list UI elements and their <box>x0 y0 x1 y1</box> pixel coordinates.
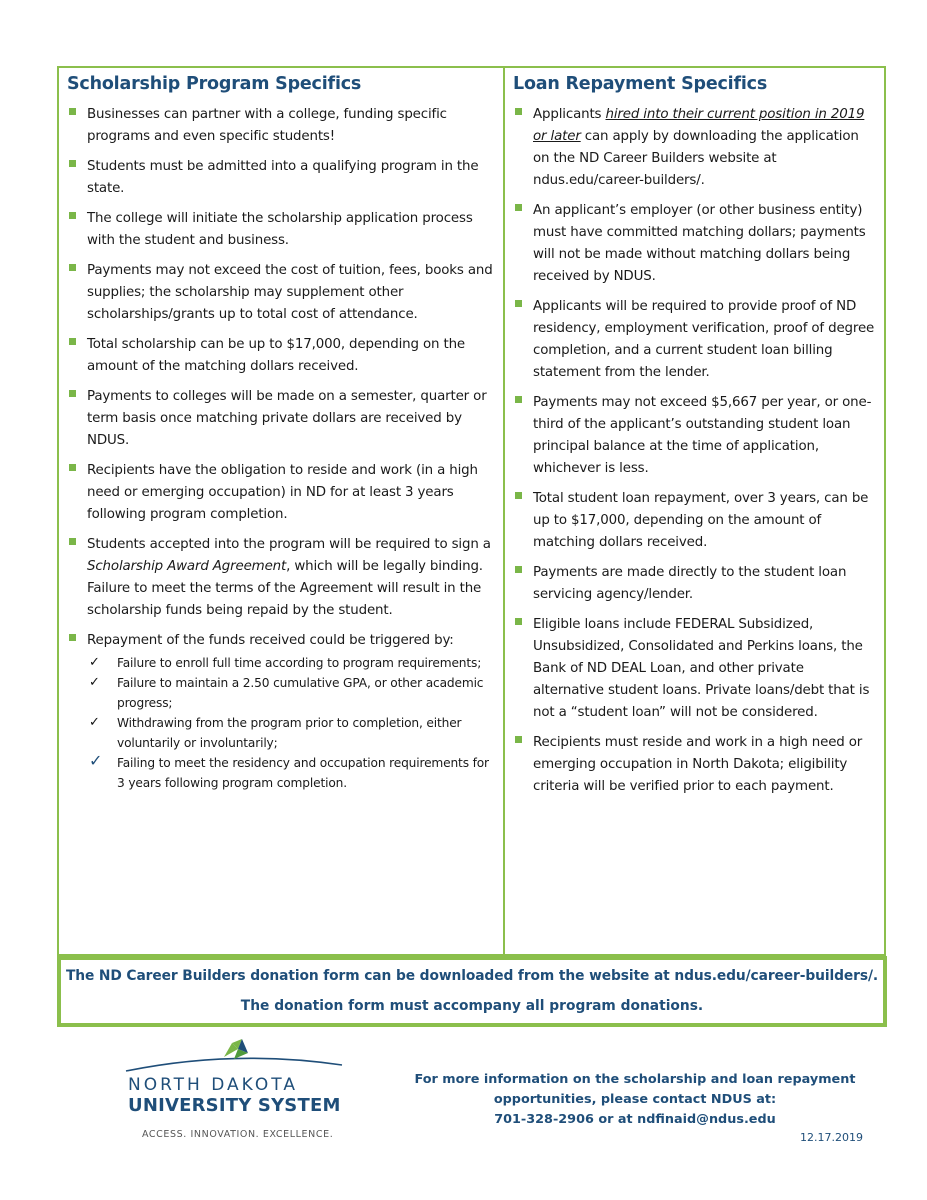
list-item: Payments may not exceed the cost of tuition, fees, books and supplies; the scholarship may supplement other scholarships/grants up to total cost of attendance. <box>67 260 495 326</box>
banner-download-text: The ND Career Builders donation form can be downloaded from the website at ndus.edu/career-builders/. <box>65 968 879 984</box>
check-item: ✓ Failure to enroll full time according to program requirements; <box>85 653 495 673</box>
agreement-title: Scholarship Award Agreement <box>87 559 287 574</box>
list-item: Repayment of the funds received could be triggered by: ✓ Failure to enroll full time according to program requirements; ✓ Failure to maintain a 2.50 cumulative GPA, or other academic progress; ✓ Withdrawing from the program prior to completion, either voluntarily or involuntarily; ✓ Failing to meet the residency and occupation requirements for 3 years following program completion. <box>67 630 495 793</box>
list-item: Payments to colleges will be made on a semester, quarter or term basis once matching private dollars are received by NDUS. <box>67 386 495 452</box>
list-item: Total student loan repayment, over 3 years, can be up to $17,000, depending on the amount of matching dollars received. <box>513 488 876 554</box>
list-item: Payments may not exceed $5,667 per year, or one-third of the applicant’s outstanding student loan principal balance at the time of application, whichever is less. <box>513 392 876 480</box>
loan-heading: Loan Repayment Specifics <box>513 74 768 94</box>
scholarship-bullet-list <box>67 104 495 793</box>
bullet-square-icon <box>69 634 76 641</box>
specifics-table <box>57 66 886 956</box>
list-item: Students accepted into the program will be required to sign a Scholarship Award Agreement, which will be legally binding. Failure to meet the terms of the Agreement will result in the scholarship funds being repaid by the student. <box>67 534 495 622</box>
list-item: Recipients must reside and work in a high need or emerging occupation in North Dakota; eligibility criteria will be verified prior to each payment. <box>513 732 876 798</box>
ndus-logo <box>124 1035 344 1145</box>
bullet-square-icon <box>69 212 76 219</box>
bullet-square-icon <box>515 300 522 307</box>
bullet-square-icon <box>69 538 76 545</box>
contact-line: For more information on the scholarship and loan repayment <box>414 1072 856 1087</box>
list-item: An applicant’s employer (or other business entity) must have committed matching dollars; payments will not be made without matching dollars being received by NDUS. <box>513 200 876 288</box>
donation-form-banner <box>57 956 887 1027</box>
list-item: Businesses can partner with a college, funding specific programs and even specific students! <box>67 104 495 148</box>
bullet-square-icon <box>69 338 76 345</box>
list-item: Total scholarship can be up to $17,000, depending on the amount of the matching dollars received. <box>67 334 495 378</box>
list-item: Students must be admitted into a qualifying program in the state. <box>67 156 495 200</box>
logo-north-dakota: NORTH DAKOTA <box>128 1075 298 1095</box>
bullet-square-icon <box>69 464 76 471</box>
check-item: ✓ Failing to meet the residency and occupation requirements for 3 years following program completion. <box>89 751 489 790</box>
document-date: 12.17.2019 <box>800 1131 863 1144</box>
bullet-square-icon <box>515 736 522 743</box>
bullet-square-icon <box>515 566 522 573</box>
bullet-square-icon <box>69 160 76 167</box>
bullet-square-icon <box>69 390 76 397</box>
checkmark-icon: ✓ <box>89 715 100 730</box>
trigger-check-list <box>85 653 495 793</box>
scholarship-column <box>59 68 505 954</box>
bullet-square-icon <box>515 108 522 115</box>
scholarship-heading: Scholarship Program Specifics <box>67 74 362 94</box>
check-item: ✓ Withdrawing from the program prior to completion, either voluntarily or involuntarily; <box>89 715 462 750</box>
list-item: Eligible loans include FEDERAL Subsidized, Unsubsidized, Consolidated and Perkins loans, the Bank of ND DEAL Loan, and other private alternative student loans. Private loans/debt that is not a “student loan” will not be considered. <box>513 614 876 724</box>
list-item: Applicants hired into their current position in 2019 or later can apply by downloading the application on the ND Career Builders website at ndus.edu/career-builders/. <box>513 104 876 192</box>
list-item: Applicants will be required to provide proof of ND residency, employment verification, proof of degree completion, and a current student loan billing statement from the lender. <box>513 296 876 384</box>
list-item: Payments are made directly to the student loan servicing agency/lender. <box>513 562 876 606</box>
loan-bullet-list <box>513 104 876 798</box>
bullet-square-icon <box>515 204 522 211</box>
list-item: Recipients have the obligation to reside and work (in a high need or emerging occupation) in ND for at least 3 years following program completion. <box>67 460 495 526</box>
bullet-square-icon <box>515 492 522 499</box>
banner-accompany-text: The donation form must accompany all program donations. <box>240 998 704 1014</box>
loan-column <box>505 68 884 954</box>
logo-university-system: UNIVERSITY SYSTEM <box>128 1095 341 1116</box>
checkmark-icon: ✓ <box>89 655 100 670</box>
bullet-square-icon <box>515 396 522 403</box>
bullet-square-icon <box>69 108 76 115</box>
checkmark-icon: ✓ <box>89 675 100 690</box>
contact-line: 701-328-2906 or at ndfinaid@ndus.edu <box>494 1112 776 1127</box>
ndus-swoosh-icon <box>124 1035 344 1075</box>
list-item: The college will initiate the scholarship application process with the student and business. <box>67 208 495 252</box>
bullet-square-icon <box>515 618 522 625</box>
bullet-square-icon <box>69 264 76 271</box>
contact-line: opportunities, please contact NDUS at: <box>493 1092 777 1107</box>
hired-date-emphasis: hired into their current position in 2019 or later <box>533 107 865 144</box>
check-item: ✓ Failure to maintain a 2.50 cumulative GPA, or other academic progress; <box>89 675 484 710</box>
contact-info <box>400 1070 870 1130</box>
checkmark-icon: ✓ <box>89 751 103 770</box>
logo-tagline: ACCESS. INNOVATION. EXCELLENCE. <box>142 1129 334 1140</box>
